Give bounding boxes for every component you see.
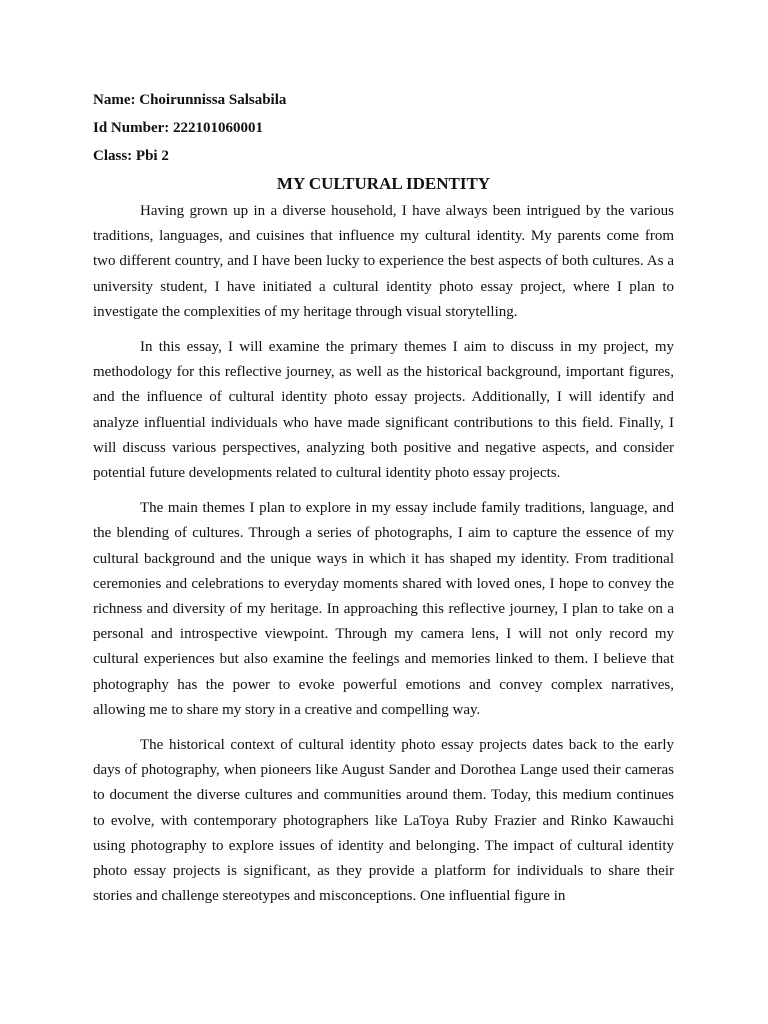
paragraph-intro: Having grown up in a diverse household, I have always been intrigued by the various traditions, languages, and cuisines that influence my cultural identity. My parents come from two different country, and I have been lucky to experience the best aspects of both cultures. As a university student, I have initiated a cultural identity photo essay project, where I plan to investigate the complexities of my heritage through visual storytelling. (93, 203, 674, 320)
paragraph-overview: In this essay, I will examine the primary themes I aim to discuss in my project, my methodology for this reflective journey, as well as the historical background, important figures, and the influence of cultural identity photo essay projects. Additionally, I will identify and analyze influential individuals who have made significant contributions to this field. Finally, I will discuss various perspectives, analyzing both positive and negative aspects, and consider potential future developments related to cultural identity photo essay projects. (93, 339, 674, 482)
paragraph-themes: The main themes I plan to explore in my essay include family traditions, language, and the blending of cultures. Through a series of photographs, I aim to capture the essence of my cultural background and the unique ways in which it has shaped my identity. From traditional ceremonies and celebrations to everyday moments shared with loved ones, I hope to convey the richness and diversity of my heritage. In approaching this reflective journey, I plan to take on a personal and introspective viewpoint. Through my camera lens, I will not only record my cultural experiences but also examine the feelings and memories linked to them. I believe that photography has the power to evoke powerful emotions and convey complex narratives, allowing me to share my story in a creative and compelling way. (93, 500, 674, 718)
student-id: Id Number: 222101060001 (93, 120, 264, 136)
student-class: Class: Pbi 2 (93, 148, 169, 164)
document-page (93, 86, 674, 919)
essay-title: MY CULTURAL IDENTITY (276, 174, 491, 193)
student-name: Name: Choirunnissa Salsabila (93, 92, 287, 108)
paragraph-history: The historical context of cultural identity photo essay projects dates back to the early days of photography, when pioneers like August Sander and Dorothea Lange used their cameras to document the diverse cultures and communities around them. Today, this medium continues to evolve, with contemporary photographers like LaToya Ruby Frazier and Rinko Kawauchi using photography to explore issues of identity and belonging. The impact of cultural identity photo essay projects is significant, as they provide a platform for individuals to share their stories and challenge stereotypes and misconceptions. One influential figure in (93, 737, 674, 905)
